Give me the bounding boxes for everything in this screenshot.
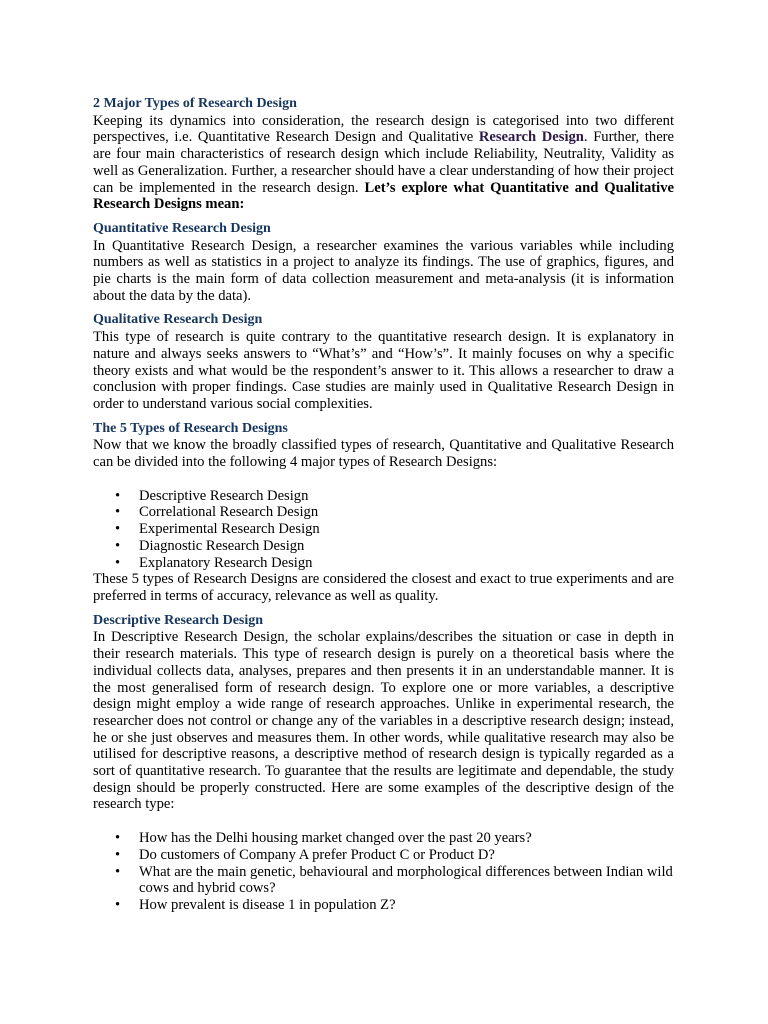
section-heading: 2 Major Types of Research Design	[93, 96, 297, 111]
bullet-icon: •	[115, 896, 121, 913]
section-descriptive	[93, 613, 674, 914]
section-heading: The 5 Types of Research Designs	[93, 420, 288, 436]
paragraph: In Quantitative Research Design, a researcher examines the various variables while including numbers as well as statistics in a project to analyze its findings. The use of graphics, figures, and pie charts is the main form of data collection measurement and meta-analysis (it is information about the data by the data).	[93, 237, 674, 304]
list-item	[115, 521, 674, 538]
paragraph: This type of research is quite contrary to the quantitative research design. It is explanatory in nature and always seeks answers to “What’s” and “How’s”. It mainly focuses on why a specific theory exists and what would be the respondent’s answer to it. This allows a researcher to draw a conclusion with proper findings. Case studies are mainly used in Qualitative Research Design in order to understand various social complexities.	[93, 329, 674, 412]
bullet-icon: •	[115, 487, 121, 504]
list-item-text: Descriptive Research Design	[139, 487, 309, 504]
list-item-text: Experimental Research Design	[139, 521, 320, 538]
list-item	[115, 863, 674, 897]
list-item	[115, 896, 674, 914]
list-item	[115, 846, 674, 864]
section-major-types	[93, 96, 674, 213]
bullet-icon: •	[115, 554, 121, 571]
bullet-icon: •	[115, 521, 121, 538]
paragraph: In Descriptive Research Design, the scholar explains/describes the situation or case in depth in their research materials. This type of research design is purely on a theoretical basis where the individual collects data, analyses, prepares and then presents it in an understandable manner. It is the most generalised form of research design. To explore one or more variables, a descriptive design might employ a wide range of research approaches. Unlike in experimental research, the researcher does not control or change any of the variables in a descriptive research design; instead, he or she just observes and measures them. In other words, while qualitative research may also be utilised for descriptive reasons, a descriptive method of research design is typically regarded as a sort of quantitative research. To guarantee that the results are legitimate and dependable, the study design should be properly constructed. Here are some examples of the descriptive design of the research type:	[93, 629, 674, 813]
list-item-text: How has the Delhi housing market changed over the past 20 years?	[139, 830, 532, 847]
bullet-icon: •	[115, 863, 121, 880]
paragraph: Now that we know the broadly classified types of research, Quantitative and Qualitative Research can be divided into the following 4 major types of Research Designs:	[93, 437, 674, 471]
bullet-icon: •	[115, 830, 121, 847]
list-item-text: How prevalent is disease 1 in population Z?	[139, 896, 396, 913]
section-heading: Descriptive Research Design	[93, 612, 264, 628]
research-design-types-list	[93, 488, 674, 572]
list-item-text: Do customers of Company A prefer Product C or Product D?	[139, 846, 495, 863]
list-item	[115, 504, 674, 521]
document-page	[93, 96, 674, 914]
list-item	[115, 537, 674, 555]
section-five-types	[93, 421, 674, 605]
section-quantitative	[93, 221, 674, 305]
bullet-icon: •	[115, 846, 121, 863]
spacer	[93, 471, 674, 488]
section-heading: Qualitative Research Design	[93, 312, 263, 328]
spacer	[93, 813, 674, 830]
research-design-link[interactable]: Research Design	[478, 129, 584, 146]
list-item-text: Diagnostic Research Design	[139, 537, 305, 554]
section-heading: Quantitative Research Design	[93, 220, 271, 236]
list-item-text: Explanatory Research Design	[139, 554, 313, 571]
bullet-icon: •	[115, 504, 121, 521]
paragraph	[93, 113, 674, 213]
list-item	[115, 487, 674, 505]
list-item-text: What are the main genetic, behavioural and morphological differences between Indian wild cows and hybrid cows?	[139, 863, 673, 897]
paragraph-bold-text: Let’s explore what Quantitative and Qualitative Research Designs mean:	[93, 179, 674, 213]
paragraph-text: . Further, there are four main characteristics of research design which include Reliability, Neutrality, Validity as well as Generalization. Further, a researcher should have a clear understanding of how their project can be implemented in the research design.	[93, 129, 675, 196]
list-item	[115, 554, 674, 572]
list-item	[115, 830, 674, 847]
paragraph-text: Keeping its dynamics into consideration, the research design is categorised into two different perspectives, i.e. Quantitative Research Design and Qualitative	[93, 112, 674, 146]
paragraph: These 5 types of Research Designs are considered the closest and exact to true experiments and are preferred in terms of accuracy, relevance as well as quality.	[93, 571, 674, 604]
list-item-text: Correlational Research Design	[139, 504, 319, 521]
descriptive-examples-list	[93, 830, 674, 914]
section-qualitative	[93, 312, 674, 412]
bullet-icon: •	[115, 537, 121, 554]
